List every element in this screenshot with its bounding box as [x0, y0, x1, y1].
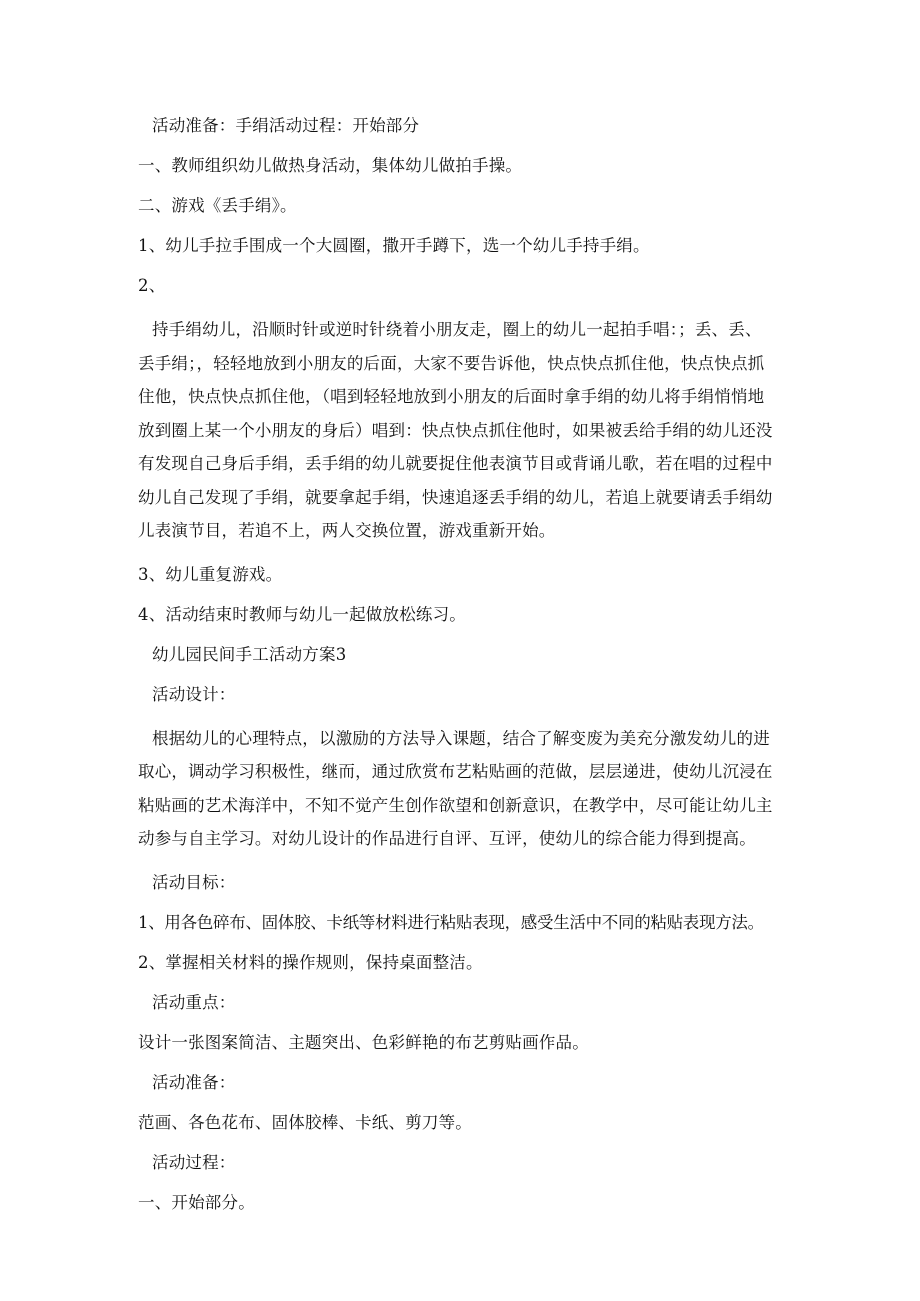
paragraph-process-label: 活动过程： [152, 1152, 236, 1172]
paragraph-prep-materials: 范画、各色花布、固体胶棒、卡纸、剪刀等。 [138, 1112, 472, 1132]
paragraph-process-start: 一、开始部分。 [138, 1192, 255, 1212]
text-line: 丢手绢；，轻轻地放到小朋友的后面，大家不要告诉他，快点快点抓住他，快点快点抓 [138, 353, 765, 373]
text-line: 持手绢幼儿，沿顺时针或逆时针绕着小朋友走，圈上的幼儿一起拍手唱：；丢、丢、 [152, 320, 762, 339]
text-line: 放到圈上某一个小朋友的身后）唱到：快点快点抓住他时，如果被丢给手绢的幼儿还没 [138, 420, 773, 440]
paragraph-goal-2: 2、掌握相关材料的操作规则，保持桌面整洁。 [138, 952, 483, 972]
paragraph-game-title: 二、游戏《丢手绢》。 [138, 196, 297, 215]
text-line: 粘贴画的艺术海洋中，不知不觉产生创作欲望和创新意识，在教学中，尽可能让幼儿主 [138, 795, 773, 815]
paragraph-key-points-label: 活动重点： [152, 992, 236, 1012]
text-line: 根据幼儿的心理特点，以激励的方法导入课题，结合了解变废为美充分激发幼儿的进 [152, 728, 770, 748]
paragraph-step-4: 4、活动结束时教师与幼儿一起做放松练习。 [138, 604, 466, 624]
text-line: 取心，调动学习积极性，继而，通过欣赏布艺粘贴画的范做，层层递进，使幼儿沉浸在 [138, 762, 773, 781]
paragraph-activity-design [138, 722, 788, 856]
paragraph-goal-1: 1、用各色碎布、固体胶、卡纸等材料进行粘贴表现，感受生活中不同的粘贴表现方法。 [138, 912, 764, 932]
document-body [138, 113, 788, 1230]
paragraph-goals-label: 活动目标： [152, 872, 236, 892]
paragraph-step-1: 1、幼儿手拉手围成一个大圆圈，撒开手蹲下，选一个幼儿手持手绢。 [138, 236, 650, 255]
text-line: 幼儿自己发现了手绢，就要拿起手绢，快速追逐丢手绢的幼儿，若追上就要请丢手绢幼 [138, 487, 773, 507]
paragraph-game-rules [138, 313, 788, 548]
section-heading-plan-3: 幼儿园民间手工活动方案3 [152, 644, 347, 664]
paragraph-step-3: 3、幼儿重复游戏。 [138, 564, 283, 584]
paragraph-warmup: 一、教师组织幼儿做热身活动，集体幼儿做拍手操。 [138, 156, 523, 175]
text-line: 有发现自己身后手绢，丢手绢的幼儿就要捉住他表演节目或背诵儿歌，若在唱的过程中 [138, 454, 773, 473]
paragraph-step-2-label: 2、 [138, 276, 166, 295]
text-line: 儿表演节目，若追不上，两人交换位置，游戏重新开始。 [138, 521, 556, 540]
paragraph-activity-design-label: 活动设计： [152, 684, 236, 704]
paragraph-prep-label: 活动准备： [152, 1072, 236, 1092]
paragraph-key-points: 设计一张图案简洁、主题突出、色彩鲜艳的布艺剪贴画作品。 [138, 1032, 589, 1052]
text-line: 住他，快点快点抓住他，（唱到轻轻地放到小朋友的后面时拿手绢的幼儿将手绢悄悄地 [138, 387, 765, 406]
text-line: 动参与自主学习。对幼儿设计的作品进行自评、互评，使幼儿的综合能力得到提高。 [138, 829, 756, 848]
paragraph-activity-prep: 活动准备：手绢活动过程：开始部分 [152, 116, 420, 135]
